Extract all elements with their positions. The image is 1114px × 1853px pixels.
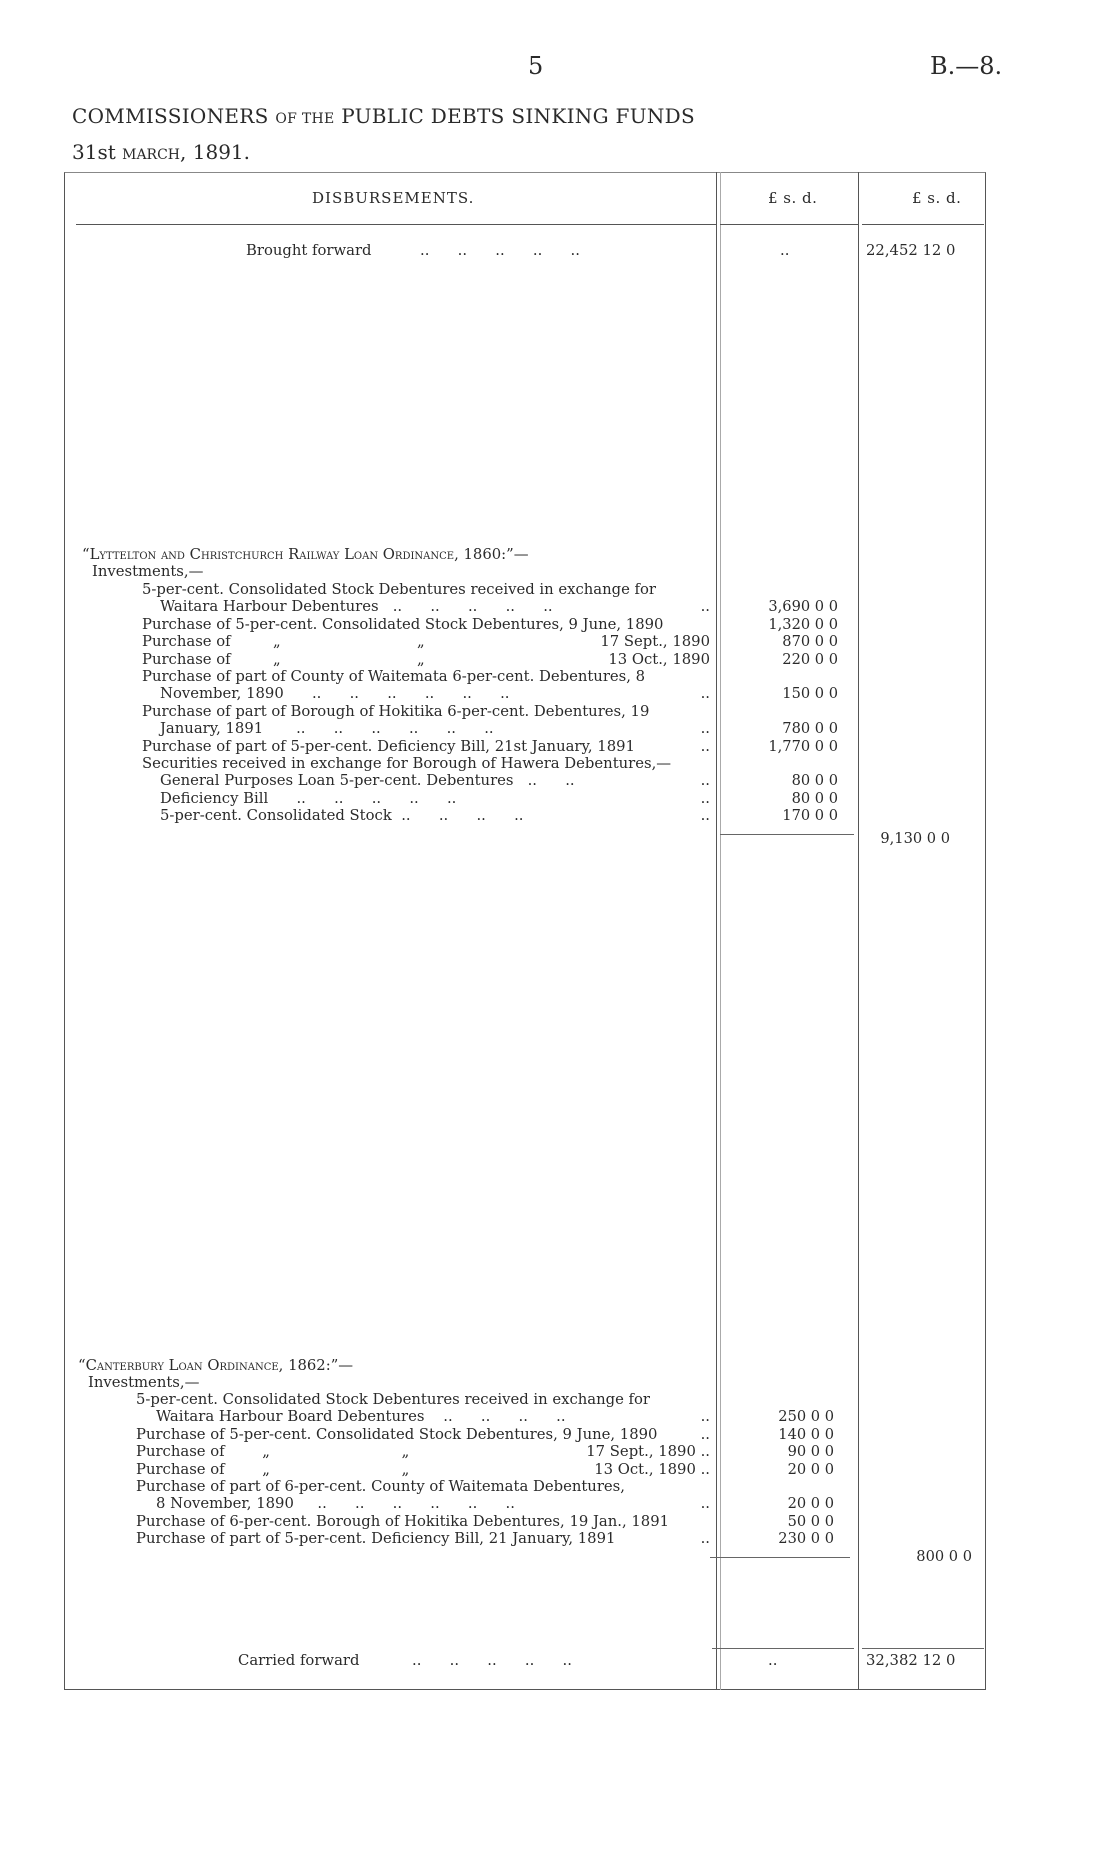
row-right-text: .. [700, 1530, 710, 1548]
row-description: Purchase of „ „ [136, 1443, 410, 1461]
header-rule [862, 224, 984, 225]
row-description: Purchase of 5-per-cent. Consolidated Stock Debentures, 9 June, 1890 [142, 615, 664, 633]
footer-rule [712, 1648, 854, 1649]
row-amount: 90 0 0 [787, 1443, 834, 1461]
footer-rule [862, 1648, 984, 1649]
row-right-text: .. [700, 598, 710, 616]
date-part: , 1891. [180, 140, 251, 164]
row-amount: 870 0 0 [782, 633, 838, 651]
row-amount: 140 0 0 [778, 1425, 834, 1443]
section-heading-canterbury: “Canterbury Loan Ordinance, 1862:”— [78, 1357, 354, 1374]
document-reference: B.—8. [930, 52, 1003, 80]
carried-forward-col1: .. [768, 1652, 778, 1669]
subtotal-rule [710, 1557, 850, 1558]
carried-forward-leaders: .. .. .. .. .. [412, 1652, 572, 1669]
header-rule [76, 224, 716, 225]
row-description: Purchase of „ „ [136, 1460, 410, 1478]
row-right-text: .. [700, 1495, 710, 1513]
row-right-text: .. [700, 1425, 710, 1443]
row-description: Purchase of „ „ [142, 650, 425, 668]
title-small-caps: OF THE [275, 111, 335, 127]
row-description: Purchase of part of 5-per-cent. Deficiency Bill, 21 January, 1891 [136, 1530, 616, 1548]
row-right-text: 17 Sept., 1890 [600, 633, 710, 651]
row-amount: 80 0 0 [791, 789, 838, 807]
row-amount: 1,770 0 0 [768, 737, 838, 755]
row-description: Securities received in exchange for Borough of Hawera Debentures,— [142, 755, 672, 772]
row-right-text: .. [700, 772, 710, 790]
row-amount: 220 0 0 [782, 650, 838, 668]
brought-forward-leaders: .. .. .. .. .. [420, 242, 580, 259]
investments-label: Investments,— [92, 563, 204, 580]
row-description: Purchase of 6-per-cent. Borough of Hokitika Debentures, 19 Jan., 1891 [136, 1512, 670, 1530]
row-amount: 170 0 0 [782, 807, 838, 825]
row-description: Purchase of „ „ [142, 633, 425, 651]
row-description: Purchase of part of 6-per-cent. County of Waitemata Debentures, [136, 1478, 625, 1495]
row-description: Purchase of part of County of Waitemata 6-per-cent. Debentures, 8 [142, 668, 646, 685]
row-amount: 150 0 0 [782, 685, 838, 703]
row-description: Waitara Harbour Board Debentures .. .. .. .. [156, 1408, 566, 1426]
row-description: Waitara Harbour Debentures .. .. .. .. .. [160, 598, 553, 616]
header-rule [720, 224, 858, 225]
header-col1: £ s. d. [768, 189, 818, 207]
brought-forward-label: Brought forward [246, 242, 372, 259]
header-col2: £ s. d. [912, 189, 962, 207]
page-date [72, 140, 250, 164]
section1-total: 9,130 0 0 [880, 830, 950, 847]
row-amount: 20 0 0 [787, 1495, 834, 1513]
row-right-text: .. [700, 720, 710, 738]
row-description: 8 November, 1890 .. .. .. .. .. .. [156, 1495, 515, 1513]
date-part: 31st [72, 140, 123, 164]
carried-forward-col2: 32,382 12 0 [866, 1652, 956, 1669]
row-description: Purchase of 5-per-cent. Consolidated Stock Debentures, 9 June, 1890 [136, 1425, 658, 1443]
row-amount: 230 0 0 [778, 1530, 834, 1548]
row-amount: 780 0 0 [782, 720, 838, 738]
row-description: 5-per-cent. Consolidated Stock .. .. .. .. [160, 807, 524, 825]
row-description: 5-per-cent. Consolidated Stock Debentures received in exchange for [136, 1391, 650, 1408]
row-amount: 50 0 0 [787, 1512, 834, 1530]
row-right-text: 13 Oct., 1890 [608, 650, 710, 668]
row-description: November, 1890 .. .. .. .. .. .. [160, 685, 510, 703]
row-description: Purchase of part of 5-per-cent. Deficiency Bill, 21st January, 1891 [142, 737, 635, 755]
title-part: COMMISSIONERS [72, 104, 276, 128]
row-description: General Purposes Loan 5-per-cent. Debentures .. .. [160, 772, 575, 790]
row-right-text: 17 Sept., 1890 .. [586, 1443, 710, 1461]
row-description: Purchase of part of Borough of Hokitika 6-per-cent. Debentures, 19 [142, 702, 650, 720]
page-number: 5 [528, 52, 544, 80]
row-description: January, 1891 .. .. .. .. .. .. [160, 720, 494, 738]
section2-total: 800 0 0 [916, 1548, 972, 1565]
page-title [72, 104, 695, 128]
row-right-text: 13 Oct., 1890 .. [594, 1460, 710, 1478]
row-right-text: .. [700, 685, 710, 703]
header-disbursements: DISBURSEMENTS. [312, 189, 475, 207]
column-rule [858, 172, 859, 1690]
row-amount: 250 0 0 [778, 1408, 834, 1426]
investments-label: Investments,— [88, 1374, 200, 1391]
date-small-caps: MARCH [122, 147, 181, 163]
title-part: PUBLIC DEBTS SINKING FUNDS [334, 104, 695, 128]
row-amount: 3,690 0 0 [768, 598, 838, 616]
row-right-text: .. [700, 737, 710, 755]
row-right-text: .. [700, 1408, 710, 1426]
row-right-text: .. [700, 789, 710, 807]
section-heading-lyttelton: “Lyttelton and Christchurch Railway Loan Ordinance, 1860:”— [82, 546, 529, 563]
row-right-text: .. [700, 807, 710, 825]
row-amount: 1,320 0 0 [768, 615, 838, 633]
row-description: 5-per-cent. Consolidated Stock Debentures received in exchange for [142, 581, 656, 598]
brought-forward-col2: 22,452 12 0 [866, 242, 956, 259]
row-description: Deficiency Bill .. .. .. .. .. [160, 789, 457, 807]
row-amount: 80 0 0 [791, 772, 838, 790]
brought-forward-col1: .. [780, 242, 790, 259]
carried-forward-label: Carried forward [238, 1652, 360, 1669]
row-amount: 20 0 0 [787, 1460, 834, 1478]
